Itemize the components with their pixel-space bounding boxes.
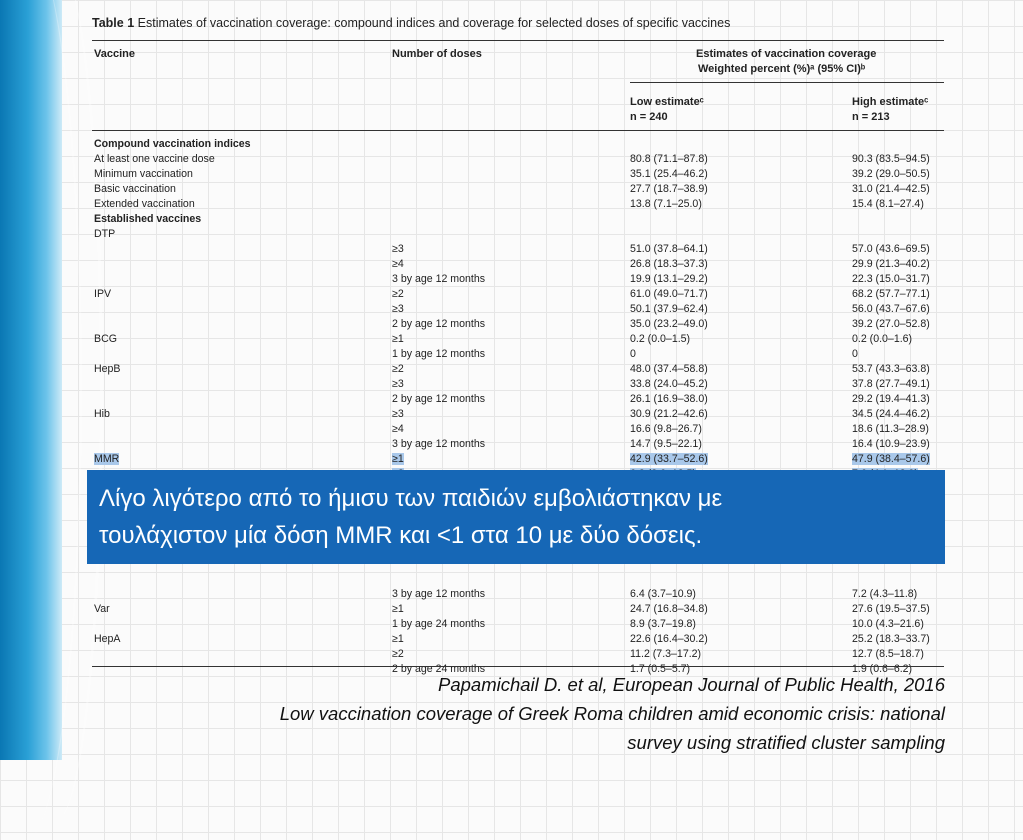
doses-cell: 2 by age 12 months [392, 393, 486, 405]
high-estimate-cell: 7.2 (4.3–11.8) [852, 588, 918, 600]
bottom-rule [92, 666, 944, 667]
vaccine-cell: Minimum vaccination [94, 168, 193, 180]
table-row [92, 333, 944, 348]
header-estimates-sub: Weighted percent (%)ᵃ (95% CI)ᵇ [698, 63, 866, 75]
citation-line-3: survey using stratified cluster sampling [627, 732, 945, 753]
high-estimate-cell: 16.4 (10.9–23.9) [852, 438, 930, 450]
low-estimate-cell: 14.7 (9.5–22.1) [630, 438, 702, 450]
table-number: Table 1 [92, 16, 135, 30]
high-estimate-cell: 15.4 (8.1–27.4) [852, 198, 924, 210]
table-title [92, 16, 730, 30]
high-estimate-cell: 1.9 (0.6–6.2) [852, 663, 913, 675]
low-estimate-cell: 6.4 (3.7–10.9) [630, 588, 696, 600]
vaccine-cell: Extended vaccination [94, 198, 195, 210]
header-doses: Number of doses [392, 48, 482, 60]
header-high-estimate: High estimateᶜ [852, 96, 929, 108]
vaccine-cell: DTP [94, 228, 116, 240]
low-estimate-cell: 24.7 (16.8–34.8) [630, 603, 708, 615]
doses-cell: ≥2 [392, 648, 404, 660]
high-estimate-cell: 12.7 (8.5–18.7) [852, 648, 924, 660]
header-bottom-rule [92, 130, 944, 131]
low-estimate-cell: 26.8 (18.3–37.3) [630, 258, 708, 270]
low-estimate-cell: 35.0 (23.2–49.0) [630, 318, 708, 330]
table-section-row [92, 213, 944, 228]
low-estimate-cell: 0 [630, 348, 636, 360]
low-estimate-cell: 61.0 (49.0–71.7) [630, 288, 708, 300]
vaccine-cell: At least one vaccine dose [94, 153, 215, 165]
table-row [92, 183, 944, 198]
table-row [92, 408, 944, 423]
table-row [92, 288, 944, 303]
vaccine-cell: BCG [94, 333, 117, 345]
low-estimate-cell: 19.9 (13.1–29.2) [630, 273, 708, 285]
table-row [92, 198, 944, 213]
table-row [92, 258, 944, 273]
table-row [92, 423, 944, 438]
top-rule [92, 40, 944, 41]
doses-cell: ≥4 [392, 258, 404, 270]
table-row [92, 633, 944, 648]
low-estimate-cell: 16.6 (9.8–26.7) [630, 423, 702, 435]
table-row [92, 618, 944, 633]
table-row [92, 453, 944, 468]
doses-cell: 1 by age 24 months [392, 618, 486, 630]
high-estimate-cell: 29.9 (21.3–40.2) [852, 258, 930, 270]
vaccine-cell: MMR [94, 453, 120, 465]
table-section-row [92, 138, 944, 153]
high-estimate-cell: 10.0 (4.3–21.6) [852, 618, 924, 630]
low-estimate-cell: 13.8 (7.1–25.0) [630, 198, 702, 210]
summary-callout [87, 470, 945, 564]
citation [280, 670, 945, 757]
vaccine-cell: Established vaccines [94, 213, 202, 225]
table-caption: Estimates of vaccination coverage: compound indices and coverage for selected doses of specific vaccines [137, 16, 731, 30]
high-estimate-cell: 68.2 (57.7–77.1) [852, 288, 930, 300]
low-estimate-cell: 48.0 (37.4–58.8) [630, 363, 708, 375]
high-estimate-cell: 39.2 (27.0–52.8) [852, 318, 930, 330]
citation-line-2: Low vaccination coverage of Greek Roma children amid economic crisis: national [279, 703, 945, 724]
vaccine-cell: Hib [94, 408, 110, 420]
vaccine-cell: Basic vaccination [94, 183, 176, 195]
vaccine-cell: IPV [94, 288, 112, 300]
header-vaccine: Vaccine [94, 48, 135, 60]
low-estimate-cell: 1.7 (0.5–5.7) [630, 663, 691, 675]
header-high-n: n = 213 [852, 111, 890, 123]
table-row [92, 378, 944, 393]
high-estimate-cell: 18.6 (11.3–28.9) [852, 423, 929, 435]
doses-cell: ≥2 [392, 363, 404, 375]
table-row [92, 393, 944, 408]
high-estimate-cell: 27.6 (19.5–37.5) [852, 603, 930, 615]
vaccine-cell: HepB [94, 363, 121, 375]
doses-cell: ≥4 [392, 423, 404, 435]
low-estimate-cell: 42.9 (33.7–52.6) [630, 453, 708, 465]
low-estimate-cell: 27.7 (18.7–38.9) [630, 183, 708, 195]
doses-cell: ≥3 [392, 408, 404, 420]
table-row [92, 438, 944, 453]
doses-cell: ≥1 [392, 603, 404, 615]
high-estimate-cell: 57.0 (43.6–69.5) [852, 243, 930, 255]
doses-cell: ≥1 [392, 453, 404, 465]
high-estimate-cell: 47.9 (38.4–57.6) [852, 453, 930, 465]
low-estimate-cell: 35.1 (25.4–46.2) [630, 168, 708, 180]
doses-cell: 2 by age 12 months [392, 318, 486, 330]
header-low-n: n = 240 [630, 111, 668, 123]
high-estimate-cell: 31.0 (21.4–42.5) [852, 183, 930, 195]
table-row [92, 153, 944, 168]
low-estimate-cell: 80.8 (71.1–87.8) [630, 153, 708, 165]
doses-cell: ≥3 [392, 378, 404, 390]
doses-cell: ≥1 [392, 633, 404, 645]
vaccine-cell: HepA [94, 633, 121, 645]
high-estimate-cell: 90.3 (83.5–94.5) [852, 153, 930, 165]
table-row [92, 648, 944, 663]
high-estimate-cell: 25.2 (18.3–33.7) [852, 633, 930, 645]
header-low-estimate: Low estimateᶜ [630, 96, 704, 108]
low-estimate-cell: 8.9 (3.7–19.8) [630, 618, 696, 630]
vaccine-cell: Compound vaccination indices [94, 138, 251, 150]
paper-table-area [62, 0, 1023, 760]
high-estimate-cell: 53.7 (43.3–63.8) [852, 363, 930, 375]
doses-cell: ≥3 [392, 243, 404, 255]
high-estimate-cell: 37.8 (27.7–49.1) [852, 378, 930, 390]
low-estimate-cell: 33.8 (24.0–45.2) [630, 378, 708, 390]
table-row [92, 588, 944, 603]
vaccine-cell: Var [94, 603, 110, 615]
citation-line-1: Papamichail D. et al, European Journal of Public Health, 2016 [438, 674, 945, 695]
table-row [92, 273, 944, 288]
callout-line-1: Λίγο λιγότερο από το ήμισυ των παιδιών εμβολιάστηκαν με [99, 485, 723, 512]
low-estimate-cell: 51.0 (37.8–64.1) [630, 243, 708, 255]
doses-cell: 3 by age 12 months [392, 438, 486, 450]
table-row [92, 363, 944, 378]
doses-cell: ≥3 [392, 303, 404, 315]
header-estimates: Estimates of vaccination coverage [696, 48, 877, 60]
high-estimate-cell: 22.3 (15.0–31.7) [852, 273, 930, 285]
low-estimate-cell: 0.2 (0.0–1.5) [630, 333, 691, 345]
table-row [92, 348, 944, 363]
doses-cell: 2 by age 24 months [392, 663, 486, 675]
doses-cell: 1 by age 12 months [392, 348, 486, 360]
doses-cell: 3 by age 12 months [392, 273, 486, 285]
doses-cell: ≥2 [392, 288, 404, 300]
low-estimate-cell: 30.9 (21.2–42.6) [630, 408, 708, 420]
doses-cell: ≥1 [392, 333, 404, 345]
header-sub-rule [630, 82, 944, 83]
high-estimate-cell: 0.2 (0.0–1.6) [852, 333, 913, 345]
low-estimate-cell: 22.6 (16.4–30.2) [630, 633, 708, 645]
low-estimate-cell: 26.1 (16.9–38.0) [630, 393, 708, 405]
table-row [92, 243, 944, 258]
decorative-side-bar [0, 0, 62, 760]
table-row [92, 603, 944, 618]
low-estimate-cell: 11.2 (7.3–17.2) [630, 648, 702, 660]
high-estimate-cell: 0 [852, 348, 858, 360]
callout-line-2: τουλάχιστον μία δόση MMR και <1 στα 10 με δύο δόσεις. [99, 522, 703, 549]
table-row [92, 228, 944, 243]
doses-cell: 3 by age 12 months [392, 588, 486, 600]
low-estimate-cell: 50.1 (37.9–62.4) [630, 303, 708, 315]
table-row [92, 303, 944, 318]
high-estimate-cell: 29.2 (19.4–41.3) [852, 393, 930, 405]
high-estimate-cell: 56.0 (43.7–67.6) [852, 303, 930, 315]
table-row [92, 168, 944, 183]
table-row [92, 318, 944, 333]
high-estimate-cell: 34.5 (24.4–46.2) [852, 408, 930, 420]
high-estimate-cell: 39.2 (29.0–50.5) [852, 168, 930, 180]
